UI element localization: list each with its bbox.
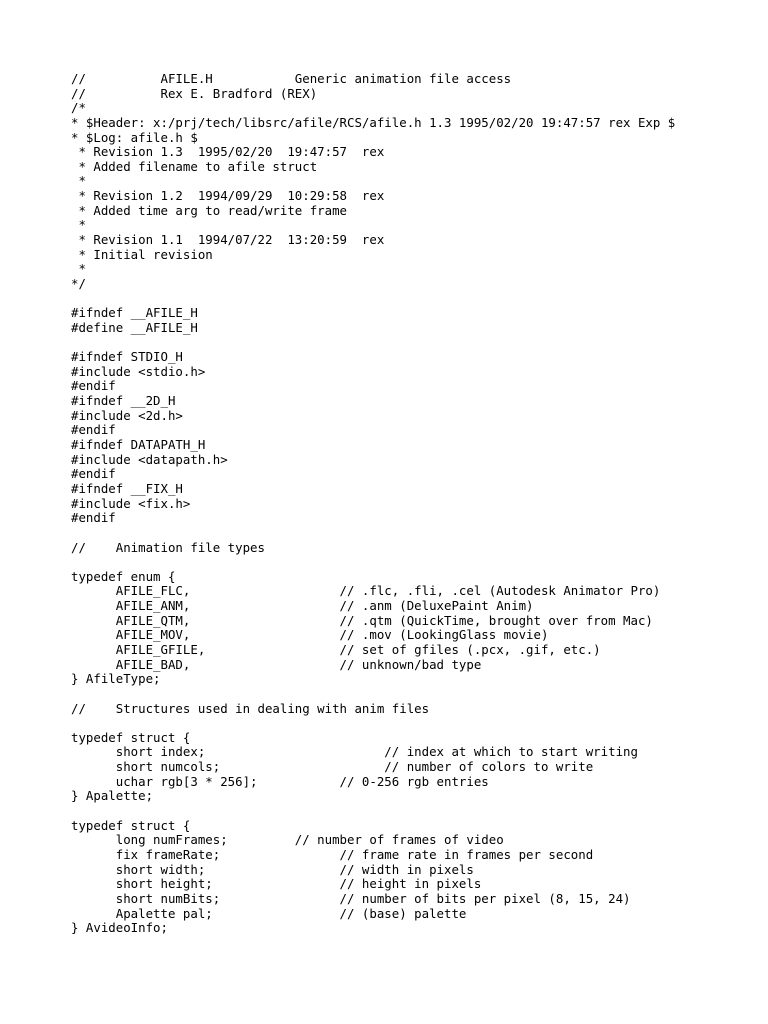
code-line: #include <datapath.h> — [71, 452, 228, 467]
code-line: #include <stdio.h> — [71, 364, 206, 379]
code-line: #ifndef __FIX_H — [71, 481, 183, 496]
code-line: Apalette pal; // (base) palette — [71, 906, 467, 921]
code-line: fix frameRate; // frame rate in frames per second — [71, 847, 594, 862]
source-code-document — [71, 72, 751, 936]
code-line: #endif — [71, 511, 116, 526]
code-line: // Structures used in dealing with anim files — [71, 701, 430, 716]
code-line — [71, 716, 751, 731]
code-line: #ifndef DATAPATH_H — [71, 438, 206, 453]
code-line: } Apalette; — [71, 789, 154, 804]
code-line: AFILE_ANM, // .anm (DeluxePaint Anim) — [71, 599, 534, 614]
code-line: short height; // height in pixels — [71, 877, 482, 892]
code-line: typedef struct { — [71, 818, 191, 833]
code-line: #ifndef STDIO_H — [71, 350, 183, 365]
code-line: typedef struct { — [71, 730, 191, 745]
code-line: * — [71, 262, 86, 277]
code-line: uchar rgb[3 * 256]; // 0-256 rgb entries — [71, 774, 489, 789]
code-line: #endif — [71, 379, 116, 394]
code-line: short numcols; // number of colors to write — [71, 760, 594, 775]
code-line: #ifndef __2D_H — [71, 394, 176, 409]
code-line: // Animation file types — [71, 540, 265, 555]
code-line: * — [71, 218, 86, 233]
code-line — [71, 555, 751, 570]
code-line: * Revision 1.2 1994/09/29 10:29:58 rex — [71, 189, 385, 204]
code-line: AFILE_GFILE, // set of gfiles (.pcx, .gif, etc.) — [71, 642, 601, 657]
code-line: long numFrames; // number of frames of video — [71, 833, 504, 848]
code-line: #include <fix.h> — [71, 496, 191, 511]
code-line: AFILE_FLC, // .flc, .fli, .cel (Autodesk Animator Pro) — [71, 584, 661, 599]
code-line: // AFILE.H Generic animation file access — [71, 72, 512, 86]
code-line — [71, 526, 751, 541]
code-line: AFILE_QTM, // .qtm (QuickTime, brought over from Mac) — [71, 613, 653, 628]
code-line: * $Log: afile.h $ — [71, 130, 198, 145]
code-line: #endif — [71, 467, 116, 482]
code-line: * Added time arg to read/write frame — [71, 203, 348, 218]
code-line: typedef enum { — [71, 569, 176, 584]
code-line: short index; // index at which to start writing — [71, 745, 638, 760]
code-line: /* — [71, 101, 86, 116]
code-line — [71, 804, 751, 819]
code-line: #ifndef __AFILE_H — [71, 306, 198, 321]
code-line: #include <2d.h> — [71, 408, 183, 423]
code-line: short numBits; // number of bits per pixel (8, 15, 24) — [71, 891, 631, 906]
code-line: // Rex E. Bradford (REX) — [71, 86, 318, 101]
code-line: * Initial revision — [71, 247, 213, 262]
code-line: * — [71, 174, 86, 189]
code-line: * Revision 1.3 1995/02/20 19:47:57 rex — [71, 145, 385, 160]
code-line: #define __AFILE_H — [71, 320, 198, 335]
code-line: */ — [71, 276, 86, 291]
code-line: } AfileType; — [71, 672, 161, 687]
code-line: AFILE_BAD, // unknown/bad type — [71, 657, 482, 672]
code-line: #endif — [71, 423, 116, 438]
code-line: short width; // width in pixels — [71, 862, 474, 877]
code-line: * Added filename to afile struct — [71, 159, 318, 174]
code-line: } AvideoInfo; — [71, 921, 168, 936]
code-line: * $Header: x:/prj/tech/libsrc/afile/RCS/afile.h 1.3 1995/02/20 19:47:57 rex Exp $ — [71, 115, 676, 130]
code-line — [71, 336, 751, 351]
code-line: AFILE_MOV, // .mov (LookingGlass movie) — [71, 628, 549, 643]
code-line: * Revision 1.1 1994/07/22 13:20:59 rex — [71, 233, 385, 248]
code-line — [71, 687, 751, 702]
code-line — [71, 292, 751, 307]
